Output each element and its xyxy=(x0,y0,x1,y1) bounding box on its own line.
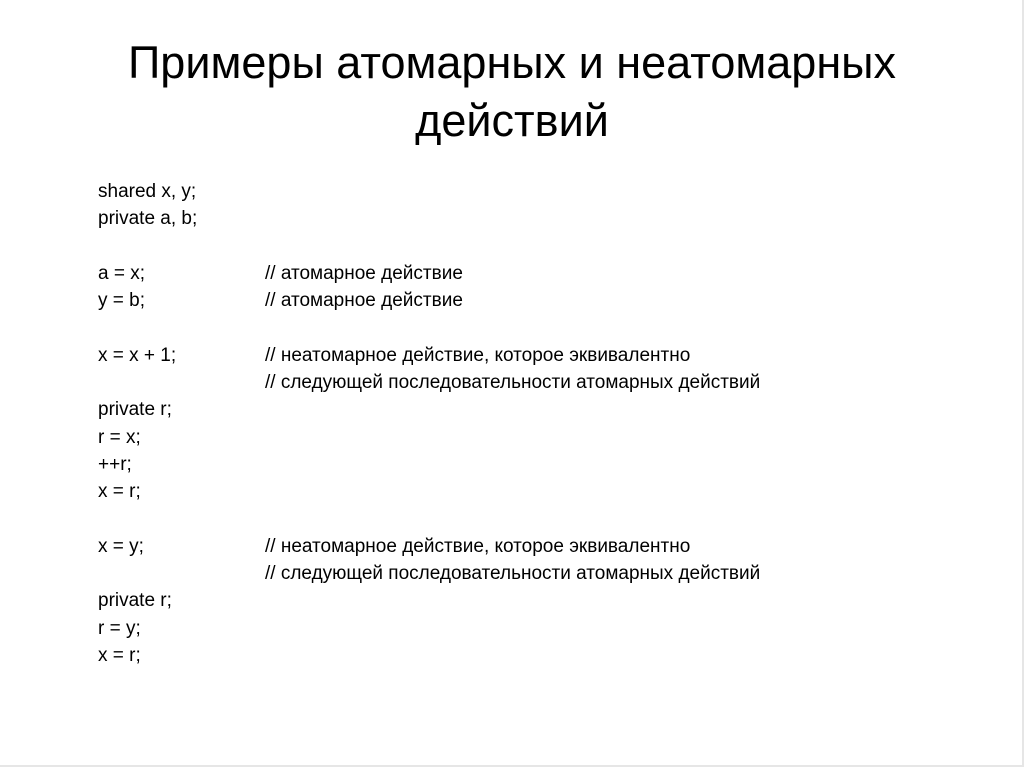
code-statement: a = x; xyxy=(98,262,145,284)
code-line-blank xyxy=(98,314,978,341)
code-comment xyxy=(265,233,978,260)
code-line xyxy=(98,205,978,232)
code-statement xyxy=(98,233,265,260)
code-statement xyxy=(98,369,265,396)
code-comment: // атомарное действие xyxy=(265,262,463,284)
code-comment xyxy=(265,478,978,505)
code-comment: // неатомарное действие, которое эквивалентно xyxy=(265,535,691,557)
code-comment: // неатомарное действие, которое эквивалентно xyxy=(265,344,691,366)
code-statement: private a, b; xyxy=(98,208,198,230)
code-line xyxy=(98,615,978,642)
code-comment xyxy=(265,506,978,533)
code-statement: y = b; xyxy=(98,290,145,312)
code-line xyxy=(98,587,978,614)
code-line xyxy=(98,533,978,560)
code-statement: x = x + 1; xyxy=(98,344,177,366)
slide-title xyxy=(40,34,984,150)
code-comment xyxy=(265,615,978,642)
slide-title-line-1: Примеры атомарных и неатомарных xyxy=(127,37,897,88)
code-comment xyxy=(265,205,978,232)
code-line xyxy=(98,478,978,505)
code-statement: x = r; xyxy=(98,645,141,667)
code-comment: // следующей последовательности атомарных действий xyxy=(265,563,761,585)
code-statement: x = r; xyxy=(98,481,141,503)
code-line xyxy=(98,560,978,587)
code-statement: private r; xyxy=(98,399,172,421)
code-line-blank xyxy=(98,506,978,533)
code-line xyxy=(98,396,978,423)
code-listing xyxy=(98,178,978,669)
code-statement xyxy=(98,314,265,341)
code-comment xyxy=(265,451,978,478)
code-line xyxy=(98,260,978,287)
code-comment xyxy=(265,424,978,451)
code-line xyxy=(98,287,978,314)
code-line xyxy=(98,369,978,396)
slide-title-line-2: действий xyxy=(415,95,609,146)
code-comment xyxy=(265,314,978,341)
code-line-blank xyxy=(98,233,978,260)
code-statement: r = x; xyxy=(98,426,141,448)
code-line xyxy=(98,178,978,205)
code-comment xyxy=(265,642,978,669)
code-line xyxy=(98,642,978,669)
code-statement: r = y; xyxy=(98,617,141,639)
code-line xyxy=(98,451,978,478)
code-comment: // атомарное действие xyxy=(265,290,463,312)
code-statement xyxy=(98,506,265,533)
code-comment xyxy=(265,587,978,614)
code-line xyxy=(98,424,978,451)
code-statement: private r; xyxy=(98,590,172,612)
code-statement xyxy=(98,560,265,587)
code-line xyxy=(98,342,978,369)
code-statement: x = y; xyxy=(98,535,144,557)
code-statement: shared x, y; xyxy=(98,181,197,202)
code-comment xyxy=(265,178,978,205)
code-comment xyxy=(265,396,978,423)
code-statement: ++r; xyxy=(98,453,132,475)
code-comment: // следующей последовательности атомарных действий xyxy=(265,372,761,394)
